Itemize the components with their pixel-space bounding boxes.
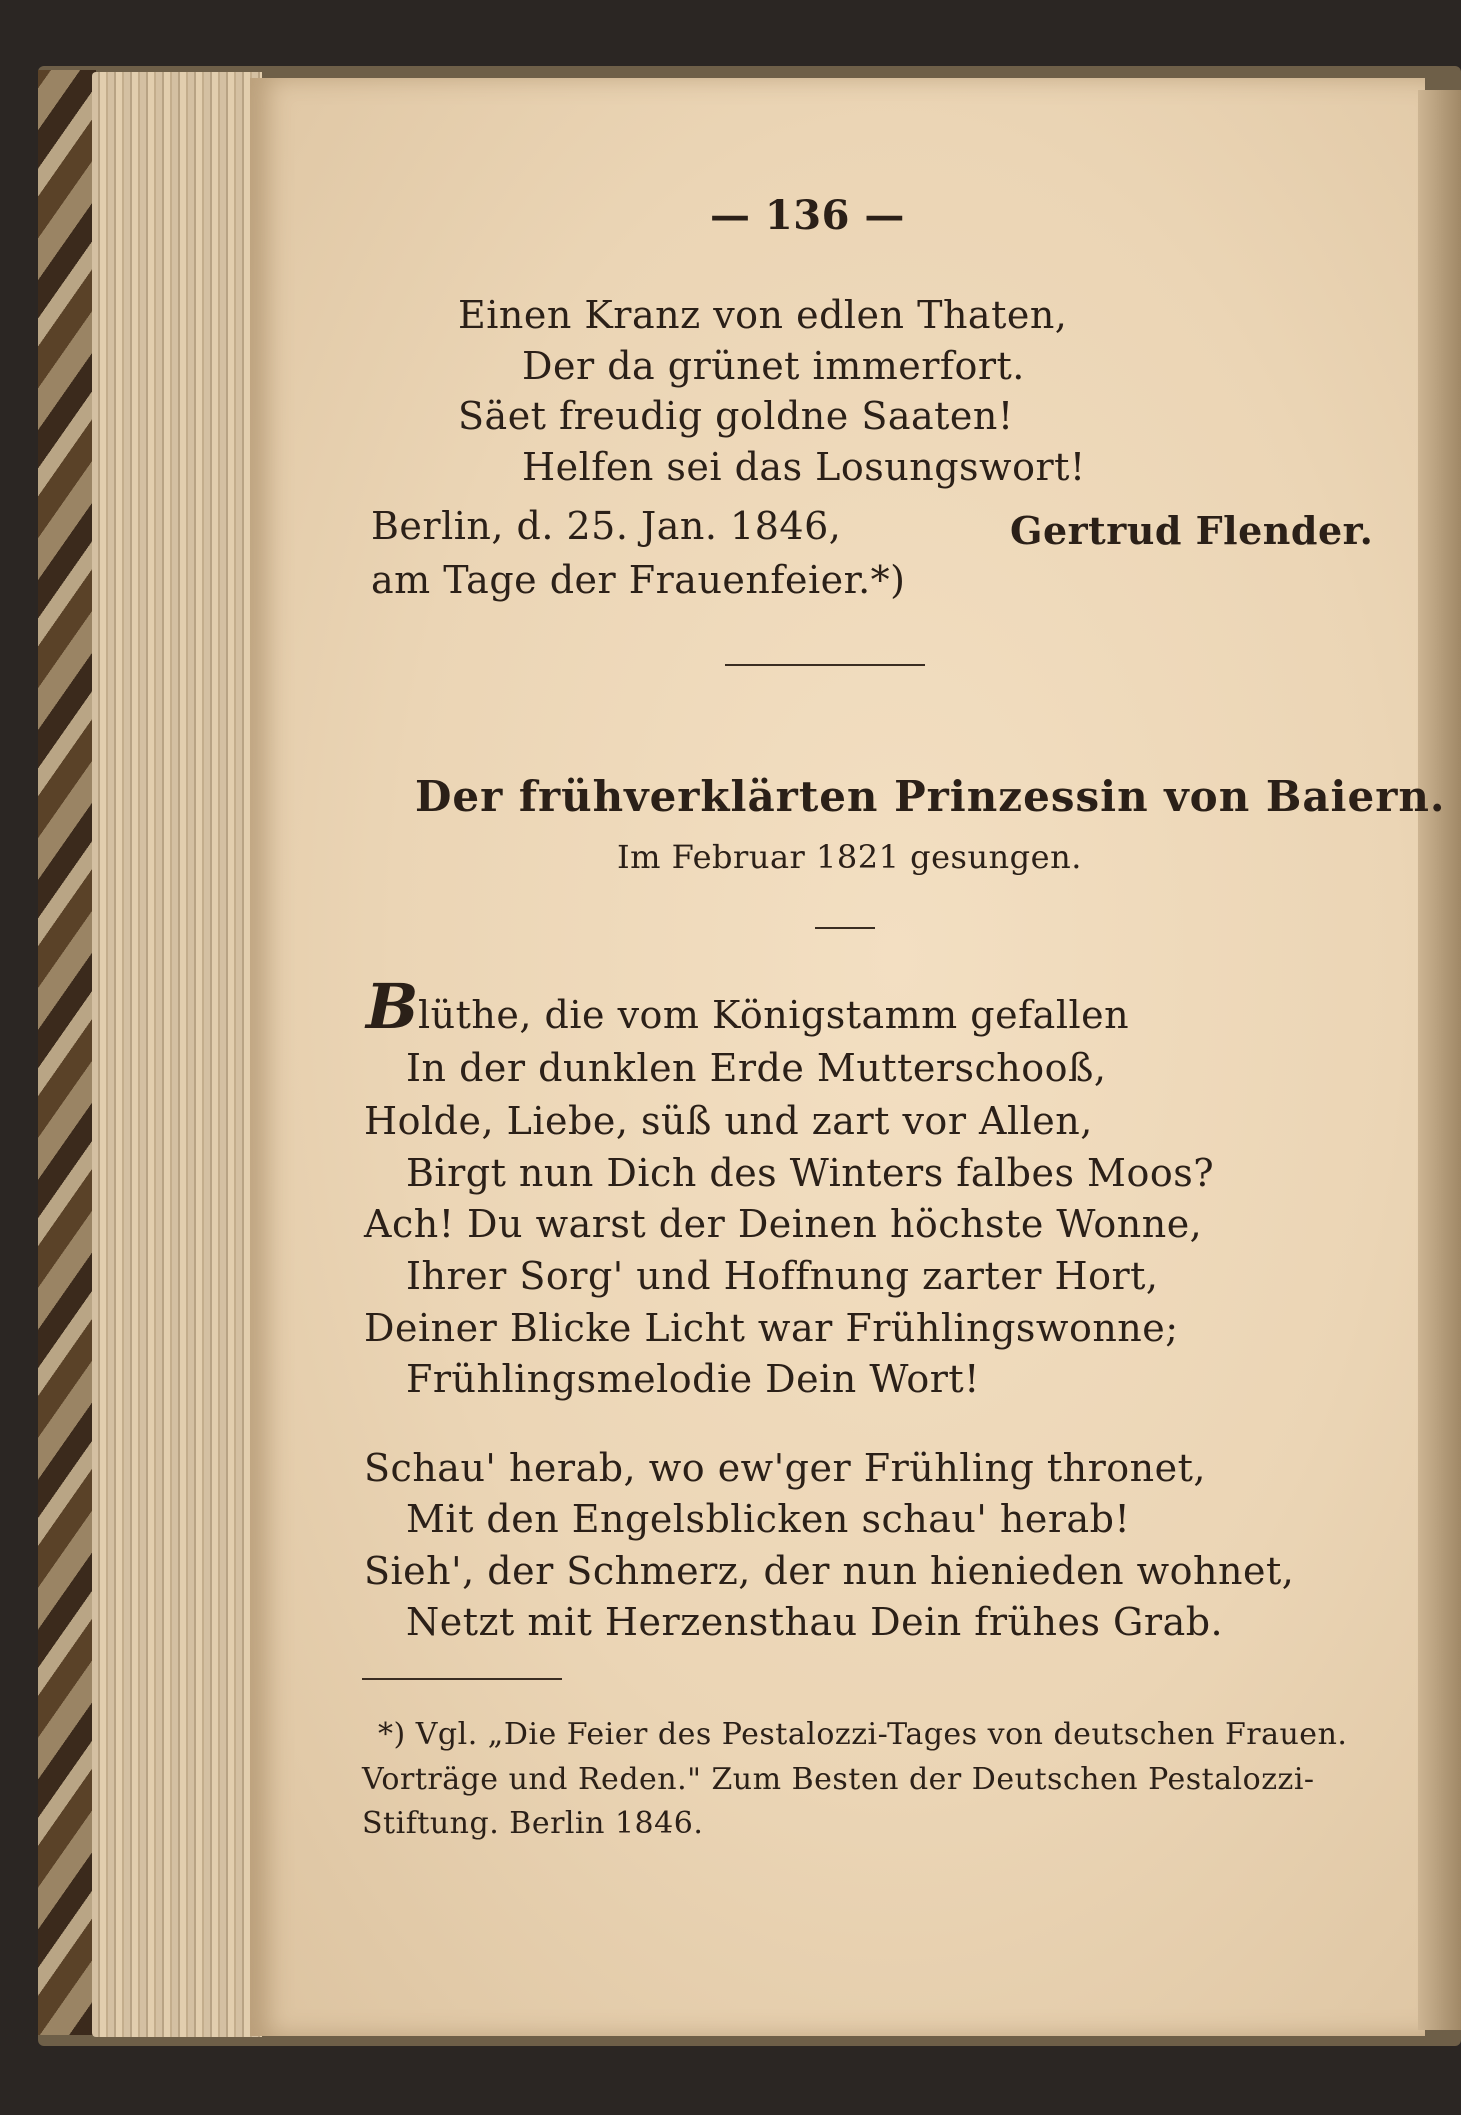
page-number: — 136 —	[710, 192, 905, 239]
poem1-line: Einen Kranz von edlen Thaten,	[458, 293, 1068, 337]
page-edges	[92, 72, 262, 2037]
poem2-subtitle: Im Februar 1821 gesungen.	[617, 838, 1082, 876]
poem2-line: Deiner Blicke Licht war Frühlingswonne;	[364, 1306, 1179, 1350]
poem2-line: Birgt nun Dich des Winters falbes Moos?	[406, 1151, 1215, 1195]
poem2-line: Frühlingsmelodie Dein Wort!	[406, 1357, 980, 1401]
poem1-place-date: Berlin, d. 25. Jan. 1846,	[371, 504, 842, 548]
footnote-divider	[362, 1678, 562, 1680]
book-spine	[38, 70, 96, 2035]
poem2-line: Mit den Engelsblicken schau' herab!	[406, 1497, 1131, 1541]
poem1-line: Helfen sei das Losungswort!	[522, 445, 1086, 489]
page-right-edge	[1418, 90, 1461, 2030]
poem2-line: Sieh', der Schmerz, der nun hienieden wohnet,	[364, 1549, 1295, 1593]
poem2-line: lüthe, die vom Königstamm gefallen	[418, 993, 1130, 1037]
poem1-occasion: am Tage der Frauenfeier.*)	[371, 558, 906, 602]
title-divider	[815, 927, 875, 929]
footnote-line: Vorträge und Reden." Zum Besten der Deutschen Pestalozzi-	[362, 1762, 1315, 1797]
poem2-line: Holde, Liebe, süß und zart vor Allen,	[364, 1099, 1093, 1143]
drop-cap-initial: B	[366, 970, 419, 1043]
poem2-line: Netzt mit Herzensthau Dein frühes Grab.	[406, 1600, 1224, 1644]
section-divider	[725, 664, 925, 666]
poem2-line: Ihrer Sorg' und Hoffnung zarter Hort,	[406, 1254, 1159, 1298]
poem1-line: Säet freudig goldne Saaten!	[458, 394, 1014, 438]
poem2-line: Ach! Du warst der Deinen höchste Wonne,	[364, 1202, 1203, 1246]
poem2-line: In der dunklen Erde Mutterschooß,	[406, 1046, 1107, 1090]
poem1-author: Gertrud Flender.	[1010, 508, 1374, 553]
footnote-line: *) Vgl. „Die Feier des Pestalozzi-Tages von deutschen Frauen.	[378, 1717, 1348, 1752]
poem1-line: Der da grünet immerfort.	[522, 344, 1025, 388]
footnote-line: Stiftung. Berlin 1846.	[362, 1806, 704, 1841]
poem2-title: Der frühverklärten Prinzessin von Baiern.	[415, 772, 1446, 821]
poem2-line: Schau' herab, wo ew'ger Frühling thronet,	[364, 1446, 1206, 1490]
